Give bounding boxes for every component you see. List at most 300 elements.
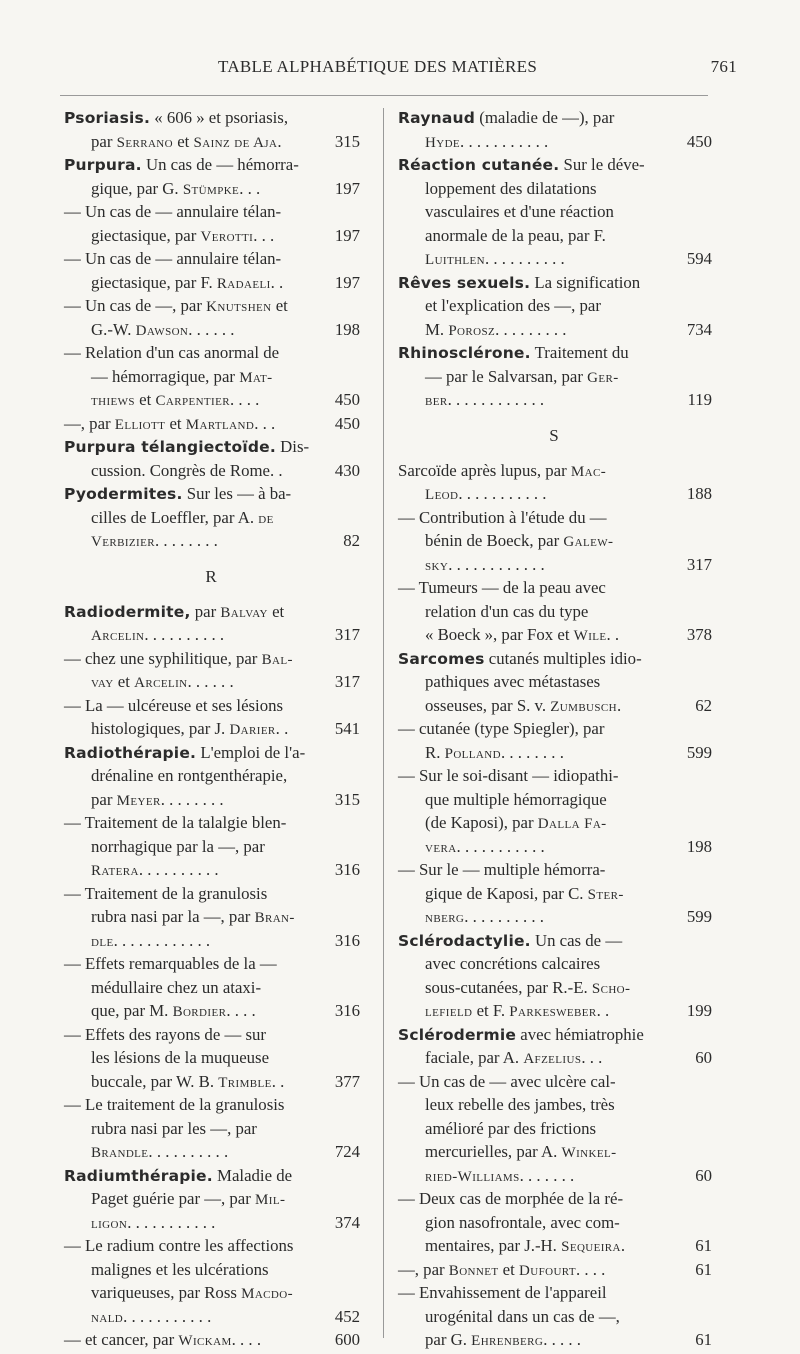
- entry-text: . . .: [239, 178, 261, 198]
- page-reference: 198: [333, 318, 360, 342]
- entry-text: gion nasofrontale, avec com-: [425, 1212, 620, 1232]
- entry-text: — et cancer, par: [64, 1330, 179, 1349]
- entry-text: G.-W.: [91, 319, 136, 339]
- author-name: Ehrenberg: [471, 1333, 544, 1349]
- entry-text: giectasique, par F.: [91, 272, 217, 292]
- author-name: Trimble: [218, 1074, 272, 1091]
- entry-text: par G.: [425, 1330, 472, 1349]
- page-reference: 197: [333, 271, 360, 295]
- entry-text: — Sur le soi-disant — idiopathi-: [398, 766, 619, 785]
- entry-text: . . . . . . . .: [160, 789, 224, 809]
- author-name: Polland: [444, 745, 501, 762]
- index-entry: [64, 153, 358, 200]
- entry-line: [398, 647, 710, 671]
- entry-line: [398, 388, 710, 412]
- entry-text: — Un cas de — avec ulcère cal-: [398, 1071, 616, 1091]
- entry-line: [64, 130, 358, 154]
- page-reference: 315: [333, 788, 360, 812]
- entry-text: amélioré par des frictions: [425, 1118, 597, 1138]
- author-name: Radaeli: [216, 275, 271, 292]
- entry-text: — Traitement de la granulosis: [64, 883, 268, 903]
- entry-keyword: Pyodermites.: [64, 485, 183, 503]
- entry-text: cilles de Loeffler, par A.: [91, 507, 259, 527]
- page-reference: 378: [685, 623, 712, 647]
- entry-line: [398, 905, 710, 929]
- entry-text: —, par: [398, 1259, 449, 1279]
- entry-line: [64, 106, 358, 130]
- entry-text: — Un cas de — annulaire télan-: [64, 202, 282, 221]
- author-name: Porosz: [448, 322, 496, 339]
- entry-line: [398, 1140, 710, 1164]
- author-name: Zumbusch: [550, 698, 618, 715]
- entry-text: . . . . . . . . . . . .: [447, 390, 545, 409]
- entry-text: . . . . . . . . . . . .: [113, 930, 211, 950]
- entry-line: [398, 1211, 710, 1235]
- entry-text: les lésions de la muqueuse: [91, 1048, 270, 1067]
- entry-line: [64, 459, 358, 483]
- entry-line: [64, 1140, 358, 1164]
- entry-line: [64, 999, 358, 1023]
- entry-text: malignes et les ulcérations: [91, 1259, 269, 1279]
- index-entry: [398, 929, 710, 1023]
- page-reference: 594: [685, 247, 712, 271]
- entry-text: cutanés multiples idio-: [484, 648, 642, 668]
- entry-text: Sur les — à ba-: [182, 484, 292, 503]
- page-reference: 316: [333, 929, 360, 953]
- entry-text: « Boeck », par Fox et: [425, 625, 574, 644]
- entry-text: . . . .: [231, 1330, 262, 1349]
- author-name: Stümpke: [182, 181, 240, 198]
- entry-line: [398, 247, 710, 271]
- page-reference: 724: [333, 1140, 360, 1164]
- entry-text: buccale, par W. B.: [91, 1071, 219, 1091]
- entry-text: — Tumeurs — de la peau avec: [398, 578, 606, 597]
- entry-text: — Un cas de — annulaire télan-: [64, 249, 282, 268]
- index-entry: [64, 952, 358, 1023]
- author-name: Parkesweber: [509, 1004, 597, 1020]
- author-name: Sequeira: [561, 1239, 621, 1255]
- entry-text: histologiques, par J.: [91, 719, 230, 738]
- entry-line: [398, 271, 710, 295]
- entry-text: — cutanée (type Spiegler), par: [398, 719, 605, 738]
- entry-text: par: [91, 131, 117, 151]
- entry-line: [64, 764, 358, 788]
- author-name: Wickam: [178, 1333, 232, 1349]
- entry-text: gique de Kaposi, par C.: [425, 883, 588, 903]
- entry-line: [64, 1305, 358, 1329]
- index-entry: [64, 1164, 358, 1235]
- index-entry: [398, 459, 710, 506]
- index-entry: [398, 576, 710, 647]
- index-entry: [398, 764, 710, 858]
- page-reference: 119: [685, 388, 712, 412]
- entry-text: — par le Salvarsan, par: [425, 366, 588, 386]
- entry-line: [64, 200, 358, 224]
- page-reference: 197: [333, 224, 360, 248]
- index-entry: [398, 1187, 710, 1258]
- author-name: Afzelius: [523, 1051, 582, 1067]
- entry-text: giectasique, par: [91, 225, 201, 245]
- index-entry: [398, 647, 710, 718]
- entry-line: [398, 764, 710, 788]
- entry-text: gique, par G.: [91, 178, 183, 198]
- entry-line: [64, 1258, 358, 1282]
- page-reference: 541: [333, 717, 360, 741]
- entry-text: — Deux cas de morphée de la ré-: [398, 1189, 624, 1208]
- entry-line: [398, 529, 710, 553]
- entry-text: que multiple hémorragique: [425, 789, 607, 809]
- author-name: ried-Williams: [425, 1168, 520, 1185]
- running-header: [60, 57, 740, 85]
- entry-line: [398, 106, 710, 130]
- entry-text: . . . . . . . . . . .: [127, 1212, 216, 1232]
- entry-line: [398, 811, 710, 835]
- entry-text: . . . . . .: [187, 672, 234, 691]
- entry-line: [398, 858, 710, 882]
- index-entry: [398, 858, 710, 929]
- entry-text: . . . . .: [543, 1330, 581, 1349]
- entry-line: [64, 1328, 358, 1352]
- entry-text: L'emploi de l'a-: [196, 742, 306, 762]
- entry-line: [398, 1093, 710, 1117]
- index-entry: [64, 247, 358, 294]
- entry-line: [398, 717, 710, 741]
- author-name: Meyer: [116, 792, 161, 809]
- page-reference: 377: [333, 1070, 360, 1094]
- entry-line: [398, 1070, 710, 1094]
- author-name: de: [258, 510, 274, 527]
- entry-text: —, par: [64, 413, 115, 433]
- section-letter: S: [549, 425, 559, 445]
- index-entry: [64, 647, 358, 694]
- entry-line: [398, 694, 710, 718]
- author-name: Arcelin: [91, 628, 145, 644]
- entry-line: [398, 576, 710, 600]
- page-reference: 599: [685, 741, 712, 765]
- entry-line: [64, 1187, 358, 1211]
- page-reference: 61: [693, 1258, 712, 1282]
- index-entry: [64, 694, 358, 741]
- entry-line: [398, 553, 710, 577]
- entry-text: — hémorragique, par: [91, 366, 240, 386]
- author-name: lefield: [425, 1004, 473, 1020]
- entry-line: [64, 647, 358, 671]
- author-name: ligon: [91, 1215, 128, 1232]
- index-entry: [64, 1023, 358, 1094]
- entry-line: [398, 741, 710, 765]
- entry-text: Un cas de — hémorra-: [141, 155, 299, 174]
- entry-line: [64, 835, 358, 859]
- entry-line: [64, 741, 358, 765]
- author-name: nberg: [425, 910, 465, 926]
- entry-text: . . . . . . . . . .: [144, 625, 225, 644]
- author-name: Ger-: [587, 369, 619, 386]
- entry-text: et: [134, 390, 156, 409]
- entry-line: [64, 153, 358, 177]
- entry-text: . . . . . . . . . . .: [460, 131, 549, 151]
- entry-line: [64, 952, 358, 976]
- author-name: Bran-: [254, 910, 295, 926]
- entry-text: Paget guérie par —, par: [91, 1189, 256, 1208]
- entry-line: [64, 623, 358, 647]
- entry-text: anormale de la peau, par F.: [425, 225, 606, 245]
- author-name: Serrano: [116, 134, 173, 151]
- page-reference: 188: [685, 482, 712, 506]
- entry-line: [398, 365, 710, 389]
- entry-text: faciale, par A.: [425, 1048, 524, 1067]
- entry-line: [64, 271, 358, 295]
- entry-line: [398, 1046, 710, 1070]
- page-reference: 317: [333, 670, 360, 694]
- author-name: Dufourt: [519, 1262, 576, 1279]
- entry-line: [398, 1023, 710, 1047]
- entry-keyword: Rhinosclérone.: [398, 344, 531, 362]
- entry-text: leux rebelle des jambes, très: [425, 1095, 615, 1114]
- page-reference: 315: [333, 130, 360, 154]
- entry-line: [398, 1328, 710, 1352]
- entry-line: [398, 999, 710, 1023]
- entry-line: [64, 905, 358, 929]
- entry-text: rubra nasi par les —, par: [91, 1118, 257, 1138]
- entry-text: et: [267, 601, 285, 621]
- author-name: Wile: [573, 628, 607, 644]
- entry-text: sous-cutanées, par R.-E.: [425, 977, 592, 997]
- index-entry: [64, 294, 358, 341]
- page-reference: 600: [333, 1328, 360, 1352]
- entry-line: [64, 929, 358, 953]
- page-reference: 317: [685, 553, 712, 577]
- index-entry: [398, 1070, 710, 1188]
- index-entry: [64, 482, 358, 553]
- entry-text: — La — ulcéreuse et ses lésions: [64, 695, 284, 715]
- entry-line: [64, 811, 358, 835]
- entry-text: osseuses, par S. v.: [425, 695, 551, 715]
- entry-line: [64, 788, 358, 812]
- page-reference: 599: [685, 905, 712, 929]
- author-name: Carpentier: [155, 393, 230, 409]
- entry-text: La signification: [530, 272, 641, 292]
- entry-line: [64, 1093, 358, 1117]
- entry-line: [64, 435, 358, 459]
- author-name: Winkel-: [561, 1145, 617, 1161]
- entry-text: urogénital dans un cas de —,: [425, 1306, 620, 1326]
- entry-line: [398, 294, 710, 318]
- entry-text: médullaire chez un ataxi-: [91, 977, 262, 997]
- entry-line: [64, 1070, 358, 1094]
- page-reference: 734: [685, 318, 712, 342]
- author-name: Bal-: [261, 651, 293, 668]
- entry-text: Sarcoïde après lupus, par: [398, 460, 571, 480]
- entry-text: . .: [606, 625, 620, 644]
- index-entry: [64, 882, 358, 953]
- author-name: Mat-: [239, 369, 273, 386]
- author-name: Balvay: [220, 604, 268, 621]
- entry-keyword: Radiumthérapie.: [64, 1166, 213, 1185]
- left-column: [64, 106, 358, 1352]
- author-name: Hyde: [425, 134, 461, 151]
- author-name: dle: [91, 933, 114, 950]
- entry-text: par: [91, 789, 117, 809]
- author-name: Ster-: [587, 886, 624, 903]
- entry-line: [64, 1211, 358, 1235]
- page-reference: 430: [333, 459, 360, 483]
- entry-line: [64, 365, 358, 389]
- entry-line: [64, 482, 358, 506]
- author-name: Luithlen: [425, 252, 486, 268]
- entry-text: . .: [275, 719, 289, 738]
- index-entry: [64, 435, 358, 482]
- entry-text: par: [190, 601, 221, 621]
- entry-text: — Relation d'un cas anormal de: [64, 343, 280, 362]
- entry-line: [64, 670, 358, 694]
- author-name: Mil-: [255, 1192, 286, 1208]
- entry-text: . .: [270, 272, 284, 292]
- entry-line: [398, 318, 710, 342]
- author-name: Dalla Fa-: [537, 816, 607, 832]
- author-name: Dawson: [135, 322, 189, 339]
- page-reference: 316: [333, 999, 360, 1023]
- author-name: nald: [91, 1309, 124, 1326]
- entry-keyword: Raynaud: [398, 109, 476, 127]
- entry-text: « 606 » et psoriasis,: [150, 108, 289, 127]
- entry-line: [398, 1305, 710, 1329]
- entry-text: relation d'un cas du type: [425, 601, 589, 621]
- entry-line: [398, 835, 710, 859]
- entry-text: et: [498, 1259, 519, 1279]
- index-entry: [398, 1281, 710, 1352]
- entry-text: bénin de Boeck, par: [425, 531, 564, 550]
- entry-text: — Effets remarquables de la —: [64, 954, 277, 973]
- entry-text: . . . . . . . . . . .: [123, 1306, 212, 1326]
- author-name: Galew-: [563, 534, 614, 550]
- entry-line: [398, 976, 710, 1000]
- entry-text: . . . . . .: [188, 319, 235, 339]
- entry-text: . . .: [254, 413, 276, 433]
- index-entry: [64, 1234, 358, 1328]
- author-name: Bordier: [172, 1004, 227, 1020]
- entry-line: [64, 224, 358, 248]
- entry-line: [64, 1023, 358, 1047]
- entry-text: Sur le déve-: [559, 155, 645, 174]
- entry-line: [64, 529, 358, 553]
- entry-line: [64, 882, 358, 906]
- entry-line: [398, 459, 710, 483]
- entry-text: . .: [271, 1071, 285, 1091]
- entry-line: [64, 177, 358, 201]
- entry-line: [398, 670, 710, 694]
- entry-text: R.: [425, 742, 445, 762]
- entry-text: . . . . . . . .: [154, 531, 218, 550]
- author-name: Darier: [229, 722, 276, 738]
- entry-text: — Traitement de la talalgie blen-: [64, 813, 287, 832]
- entry-text: . . . . . . . .: [500, 742, 564, 762]
- entry-text: — Contribution à l'étude du —: [398, 507, 607, 527]
- entry-text: . . . . . . . . . .: [138, 860, 219, 879]
- entry-text: et F.: [472, 1001, 510, 1020]
- entry-line: [64, 1046, 358, 1070]
- entry-keyword: Réaction cutanée.: [398, 156, 560, 174]
- entry-text: — chez une syphilitique, par: [64, 648, 262, 668]
- entry-line: [64, 247, 358, 271]
- entry-text: et: [113, 672, 135, 691]
- author-name: Knutshen: [206, 299, 272, 315]
- entry-line: [398, 1234, 710, 1258]
- entry-text: . . . . . . . . . .: [485, 249, 565, 268]
- entry-text: . . . .: [226, 1001, 256, 1020]
- entry-line: [398, 506, 710, 530]
- page-reference: 198: [685, 835, 712, 859]
- entry-line: [64, 341, 358, 365]
- author-name: Elliott: [114, 416, 166, 433]
- page-reference: 82: [341, 529, 360, 553]
- page-number: 761: [710, 57, 737, 76]
- entry-text: — Sur le — multiple hémorra-: [398, 860, 606, 879]
- entry-text: vasculaires et d'une réaction: [425, 202, 614, 221]
- entry-text: .: [617, 695, 622, 715]
- entry-text: . . .: [581, 1048, 603, 1067]
- index-entry: [64, 600, 358, 647]
- entry-keyword: Sclérodermie: [398, 1025, 517, 1044]
- entry-text: (de Kaposi), par: [425, 813, 538, 832]
- entry-line: [64, 976, 358, 1000]
- author-name: Bonnet: [448, 1262, 499, 1279]
- entry-text: pathiques avec métastases: [425, 672, 601, 691]
- header-rule: [60, 95, 708, 96]
- index-entry: [398, 341, 710, 412]
- entry-line: [64, 388, 358, 412]
- entry-line: [398, 882, 710, 906]
- page-reference: 61: [693, 1328, 712, 1352]
- entry-text: et: [271, 296, 288, 315]
- entry-line: [64, 1281, 358, 1305]
- entry-line: [398, 623, 710, 647]
- entry-line: [64, 1164, 358, 1188]
- entry-text: . . .: [253, 225, 275, 245]
- entry-text: Un cas de —: [530, 930, 623, 950]
- page-reference: 450: [685, 130, 712, 154]
- entry-line: [398, 1187, 710, 1211]
- column-divider: [383, 108, 384, 1338]
- entry-line: [64, 694, 358, 718]
- entry-text: — Effets des rayons de — sur: [64, 1024, 266, 1044]
- page-reference: 450: [333, 412, 360, 436]
- author-name: vay: [91, 675, 114, 691]
- entry-line: [64, 1234, 358, 1258]
- entry-text: . . . . . . . . . . . .: [448, 554, 545, 574]
- page-reference: 60: [693, 1164, 712, 1188]
- entry-text: loppement des dilatations: [425, 178, 597, 198]
- entry-text: mercurielles, par A.: [425, 1142, 562, 1161]
- entry-line: [398, 952, 710, 976]
- entry-text: rubra nasi par la —, par: [91, 907, 255, 926]
- index-entry: [64, 412, 358, 436]
- index-entry: [64, 106, 358, 153]
- entry-line: [64, 858, 358, 882]
- entry-text: — Un cas de —, par: [64, 296, 207, 315]
- author-name: Sainz de Aja: [193, 134, 278, 151]
- entry-text: et: [173, 131, 194, 151]
- entry-text: . . . . . . . . .: [495, 319, 567, 339]
- page-title: TABLE ALPHABÉTIQUE DES MATIÈRES: [218, 57, 538, 76]
- entry-line: [398, 788, 710, 812]
- entry-line: [398, 600, 710, 624]
- entry-text: cussion. Congrès de Rome. .: [91, 460, 283, 480]
- entry-line: [398, 177, 710, 201]
- author-name: Verotti: [200, 228, 254, 245]
- index-entry: [398, 271, 710, 342]
- page-reference: 316: [333, 858, 360, 882]
- index-entry: [64, 1328, 358, 1352]
